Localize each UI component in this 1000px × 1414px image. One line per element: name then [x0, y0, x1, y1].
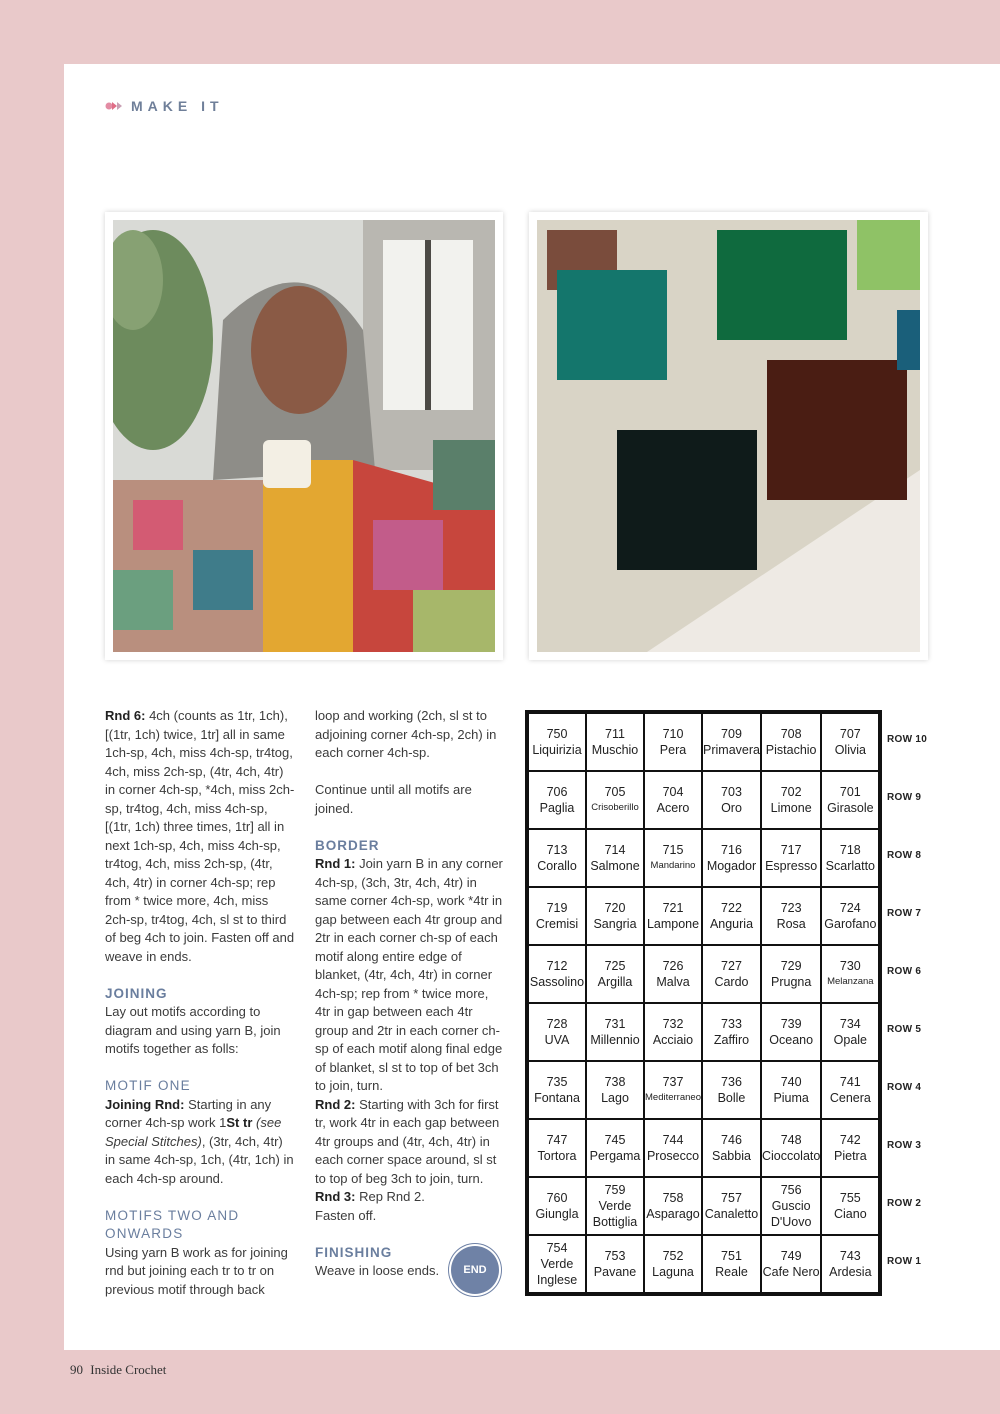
rnd6-text: 4ch (counts as 1tr, 1ch), [(1tr, 1ch) twice, 1tr] all in same 1ch-sp, 4ch, miss 4ch-sp, tr4tog, 4ch, miss 2ch-sp, (4tr, 4ch, 4tr) in corner 4ch-sp, *4ch, miss 2ch-sp, tr4tog, 4ch, miss 4ch-sp, [(1tr, 1ch) three times, 1tr] all in next 1ch-sp, 4ch, miss 4ch-sp, tr4tog, 4ch, miss 2ch-sp, (4tr, 4ch, 4tr) in corner 4ch-sp; rep from * twice more, 4ch, miss 2ch-sp, tr4tog, 4ch, sl st to third of beg 4ch to join. Fasten off and weave in ends. — [105, 708, 295, 964]
rnd6-paragraph — [105, 707, 295, 966]
grid-cell — [586, 1061, 644, 1119]
grid-cell — [644, 1061, 702, 1119]
cell-number: 740 — [780, 1075, 802, 1089]
cell-colour-name: Cafe Nero — [762, 1265, 820, 1279]
cell-number: 710 — [662, 727, 684, 741]
grid-cell — [644, 945, 702, 1003]
cell-colour-name: UVA — [544, 1033, 570, 1047]
rnd2-text: Starting with 3ch for first tr, work 4tr in each gap between 4tr groups and (4tr, 4ch, 4tr) in each corner space around, sl st to top of beg 3ch to join, turn. — [315, 1096, 500, 1186]
grid-cell — [528, 1061, 586, 1119]
cell-colour-name: Mogador — [706, 859, 757, 873]
cell-colour-name: Sassolino — [529, 975, 585, 989]
cell-colour-name: Muschio — [591, 743, 639, 757]
joining-text: Lay out motifs according to diagram and using yarn B, join motifs together as folls: — [105, 1004, 281, 1056]
grid-cell — [761, 713, 821, 771]
grid-cell — [528, 1003, 586, 1061]
cell-number: 707 — [839, 727, 861, 741]
cell-number: 756 — [780, 1183, 802, 1197]
grid-cell — [644, 771, 702, 829]
cell-number: 701 — [839, 785, 861, 799]
grid-cell — [702, 1061, 761, 1119]
cell-number: 750 — [546, 727, 568, 741]
grid-cell — [761, 829, 821, 887]
grid-cell — [644, 887, 702, 945]
grid-cell — [821, 1177, 879, 1235]
grid-cell — [644, 829, 702, 887]
joining-rnd-text-a: Starting in any corner 4ch-sp work 1 — [105, 1096, 272, 1130]
cell-number: 717 — [780, 843, 802, 857]
cell-colour-name: Bolle — [717, 1091, 746, 1105]
grid-cell — [586, 1235, 644, 1293]
finishing-text: Weave in loose ends. — [315, 1263, 440, 1278]
cell-number: 715 — [662, 843, 684, 857]
grid-cell — [821, 1061, 879, 1119]
cell-number: 726 — [662, 959, 684, 973]
cell-number: 719 — [546, 901, 568, 915]
row-label: ROW 9 — [887, 791, 922, 803]
cell-number: 723 — [780, 901, 802, 915]
joining-rnd-text-b: , (3tr, 4ch, 4tr) in same 4ch-sp, 1ch, (4tr, 1ch) in each 4ch-sp around. — [105, 1133, 294, 1186]
cell-number: 749 — [780, 1249, 802, 1263]
grid-cell — [821, 945, 879, 1003]
cell-colour-name: Pietra — [834, 1149, 867, 1163]
cell-colour-name: Corallo — [537, 859, 577, 873]
cell-number: 705 — [604, 785, 626, 799]
cell-number: 752 — [662, 1249, 684, 1263]
grid-cell — [644, 713, 702, 771]
cell-number: 725 — [604, 959, 626, 973]
cell-number: 737 — [662, 1075, 684, 1089]
row-label: ROW 7 — [887, 907, 922, 919]
cell-colour-name: Millennio — [590, 1033, 640, 1047]
cell-number: 755 — [839, 1191, 861, 1205]
cell-colour-name: Opale — [833, 1033, 868, 1047]
grid-cell — [702, 1235, 761, 1293]
grid-cell — [528, 771, 586, 829]
cell-number: 709 — [721, 727, 742, 741]
cell-number: 754 — [546, 1241, 568, 1255]
grid-cell — [702, 1003, 761, 1061]
cell-number: 746 — [721, 1133, 742, 1147]
cell-colour-name: Oro — [721, 801, 742, 815]
cell-number: 736 — [721, 1075, 742, 1089]
rnd6-label: Rnd 6: — [105, 708, 146, 723]
cell-colour-name: Pistachio — [765, 743, 817, 757]
motif-one-heading: MOTIF ONE — [105, 1078, 191, 1093]
rnd2-label: Rnd 2: — [315, 1096, 356, 1112]
cell-colour-name: Laguna — [652, 1265, 694, 1279]
cell-number: 759 — [604, 1183, 626, 1197]
grid-row — [528, 829, 879, 887]
cell-number: 716 — [721, 843, 742, 857]
border-heading: BORDER — [315, 837, 380, 853]
grid-cell — [821, 713, 879, 771]
cell-colour-name: Girasole — [827, 801, 874, 815]
cell-number: 743 — [839, 1249, 861, 1263]
grid-cell — [761, 1235, 821, 1293]
row-label: ROW 6 — [887, 965, 922, 977]
fasten-off-text: Fasten off. — [315, 1207, 377, 1223]
grid-cell — [644, 1003, 702, 1061]
grid-cell — [821, 771, 879, 829]
grid-cell — [702, 1177, 761, 1235]
cell-number: 704 — [662, 785, 684, 799]
grid-row — [528, 1061, 879, 1119]
cell-number: 714 — [604, 843, 626, 857]
cell-number: 721 — [662, 901, 684, 915]
grid-cell — [761, 1119, 821, 1177]
cell-colour-name: Sabbia — [712, 1149, 751, 1163]
row-label: ROW 10 — [887, 733, 928, 745]
grid-row — [528, 771, 879, 829]
grid-cell — [821, 1119, 879, 1177]
cell-colour-name: Limone — [770, 801, 812, 815]
row-label: ROW 5 — [887, 1023, 922, 1035]
grid-cell — [586, 1177, 644, 1235]
rnd2-paragraph — [315, 1096, 505, 1189]
grid-cell — [528, 1119, 586, 1177]
cell-number: 733 — [721, 1017, 742, 1031]
special-stitches-ref: (see Special Stitches) — [105, 1115, 282, 1149]
cell-number: 712 — [546, 959, 568, 973]
cell-colour-name: Asparago — [646, 1207, 700, 1221]
motifs-two-heading: MOTIFS TWO AND ONWARDS — [105, 1207, 240, 1241]
photo-woman-blanket — [105, 212, 503, 660]
rnd3-label: Rnd 3: — [315, 1189, 356, 1204]
cell-number: 753 — [604, 1249, 626, 1263]
cell-colour-name: Guscio D'Uovo — [770, 1199, 812, 1229]
blanket-photo-illustration — [537, 220, 920, 652]
cell-number: 734 — [839, 1017, 861, 1031]
grid-cell — [761, 771, 821, 829]
grid-cell — [586, 771, 644, 829]
cell-colour-name: Piuma — [773, 1091, 809, 1105]
cell-colour-name: Fontana — [534, 1091, 580, 1105]
rnd1-label: Rnd 1: — [315, 856, 356, 871]
cell-number: 747 — [546, 1133, 568, 1147]
grid-cell — [586, 887, 644, 945]
grid-cell — [761, 1061, 821, 1119]
cell-number: 706 — [546, 785, 568, 799]
cell-colour-name: Mediterraneo — [645, 1092, 701, 1103]
cell-colour-name: Cenera — [829, 1091, 871, 1105]
cell-number: 720 — [604, 901, 626, 915]
grid-cell — [702, 1119, 761, 1177]
cell-colour-name: Ciano — [834, 1207, 867, 1221]
cell-colour-name: Pavane — [593, 1265, 637, 1279]
cell-number: 727 — [721, 959, 742, 973]
section-header — [105, 98, 224, 114]
cell-number: 728 — [546, 1017, 568, 1031]
cell-number: 757 — [721, 1191, 742, 1205]
grid-cell — [821, 1235, 879, 1293]
cell-colour-name: Pergama — [589, 1149, 641, 1163]
cell-number: 732 — [662, 1017, 684, 1031]
cell-number: 758 — [662, 1191, 684, 1205]
grid-cell — [528, 887, 586, 945]
grid-cell — [644, 1235, 702, 1293]
grid-cell — [528, 1177, 586, 1235]
grid-row — [528, 945, 879, 1003]
grid-row — [528, 887, 879, 945]
cell-colour-name: Lago — [601, 1091, 629, 1105]
cell-number: 708 — [780, 727, 802, 741]
grid-cell — [528, 1235, 586, 1293]
cell-number: 741 — [839, 1075, 861, 1089]
cell-colour-name: Crisoberillo — [591, 802, 639, 813]
cell-colour-name: Primavera — [703, 743, 760, 757]
cell-colour-name: Prugna — [771, 975, 812, 989]
grid-cell — [702, 945, 761, 1003]
finishing-heading: FINISHING — [315, 1244, 393, 1260]
continued-text: loop and working (2ch, sl st to adjoining corner 4ch-sp, 2ch) in each corner 4ch-sp. — [315, 708, 497, 760]
joining-rnd-paragraph — [105, 1096, 295, 1189]
cell-colour-name: Rosa — [776, 917, 806, 931]
end-badge: END — [451, 1246, 499, 1294]
grid-cell — [702, 713, 761, 771]
cell-number: 742 — [839, 1133, 861, 1147]
cell-colour-name: Reale — [715, 1265, 748, 1279]
cell-number: 729 — [780, 959, 802, 973]
grid-cell — [528, 829, 586, 887]
grid-row — [528, 713, 879, 771]
cell-colour-name: Verde Inglese — [536, 1257, 578, 1287]
st-tr-term: St tr — [226, 1115, 253, 1130]
cell-colour-name: Oceano — [769, 1033, 814, 1047]
cell-colour-name: Lampone — [646, 917, 700, 931]
row-labels — [887, 710, 927, 1290]
cell-colour-name: Sangria — [593, 917, 637, 931]
rnd1-paragraph — [315, 855, 505, 1096]
grid-cell — [586, 829, 644, 887]
cell-colour-name: Acciaio — [652, 1033, 694, 1047]
cell-colour-name: Prosecco — [646, 1149, 700, 1163]
cell-colour-name: Malva — [656, 975, 690, 989]
page-number: 90 — [70, 1362, 83, 1377]
cell-colour-name: Anguria — [709, 917, 754, 931]
grid-cell — [528, 945, 586, 1003]
cell-number: 730 — [839, 959, 861, 973]
cell-number: 738 — [604, 1075, 626, 1089]
cell-colour-name: Ardesia — [829, 1265, 872, 1279]
page-footer — [70, 1362, 166, 1378]
cell-colour-name: Olivia — [834, 743, 866, 757]
grid-cell — [821, 1003, 879, 1061]
cell-number: 739 — [780, 1017, 802, 1031]
joining-rnd-label: Joining Rnd: — [105, 1096, 185, 1112]
cell-colour-name: Liquirizia — [532, 743, 582, 757]
row-label: ROW 1 — [887, 1255, 922, 1267]
cell-number: 722 — [721, 901, 742, 915]
grid-cell — [586, 1003, 644, 1061]
cell-colour-name: Salmone — [590, 859, 640, 873]
cell-colour-name: Paglia — [539, 801, 575, 815]
grid-cell — [702, 829, 761, 887]
colour-layout-grid — [525, 710, 882, 1296]
grid-cell — [761, 1003, 821, 1061]
cell-colour-name: Verde Bottiglia — [592, 1199, 638, 1229]
grid-cell — [761, 887, 821, 945]
cell-colour-name: Garofano — [824, 917, 877, 931]
magazine-name: Inside Crochet — [90, 1362, 167, 1377]
instructions-column-1 — [105, 707, 295, 1299]
page-sheet — [64, 64, 1000, 1350]
grid-cell — [821, 887, 879, 945]
grid-cell — [702, 887, 761, 945]
row-label: ROW 8 — [887, 849, 922, 861]
cell-number: 748 — [780, 1133, 802, 1147]
grid-cell — [702, 771, 761, 829]
cell-number: 724 — [839, 901, 861, 915]
cell-colour-name: Mandarino — [650, 860, 696, 871]
cell-colour-name: Cioccolato — [761, 1149, 821, 1163]
cell-colour-name: Zaffiro — [713, 1033, 750, 1047]
rnd3-text: Rep Rnd 2. — [359, 1189, 425, 1204]
cell-colour-name: Tortora — [537, 1149, 577, 1163]
grid-row — [528, 1119, 879, 1177]
grid-cell — [761, 1177, 821, 1235]
cell-number: 745 — [604, 1133, 626, 1147]
cell-colour-name: Acero — [656, 801, 690, 815]
joining-heading: JOINING — [105, 985, 168, 1001]
grid-cell — [761, 945, 821, 1003]
grid-row — [528, 1177, 879, 1235]
row-label: ROW 2 — [887, 1197, 922, 1209]
grid-cell — [586, 1119, 644, 1177]
grid-cell — [644, 1119, 702, 1177]
cell-colour-name: Pera — [659, 743, 687, 757]
grid-cell — [644, 1177, 702, 1235]
cell-colour-name: Cardo — [714, 975, 749, 989]
cell-number: 711 — [605, 727, 625, 741]
row-label: ROW 3 — [887, 1139, 922, 1151]
cell-number: 744 — [662, 1133, 684, 1147]
photo-blanket-closeup — [529, 212, 928, 660]
row-label: ROW 4 — [887, 1081, 922, 1093]
cell-number: 718 — [839, 843, 861, 857]
cell-number: 731 — [604, 1017, 626, 1031]
cell-colour-name: Canaletto — [704, 1207, 759, 1221]
grid-cell — [586, 945, 644, 1003]
cell-number: 702 — [780, 785, 802, 799]
grid-row — [528, 1003, 879, 1061]
cell-number: 751 — [721, 1249, 742, 1263]
cell-colour-name: Cremisi — [535, 917, 579, 931]
cell-number: 760 — [546, 1191, 568, 1205]
grid-cell — [528, 713, 586, 771]
rnd1-text: Join yarn B in any corner 4ch-sp, (3ch, 3tr, 4ch, 4tr) in same corner 4ch-sp, work *4tr in gap between each 4tr group and 2tr in each corner ch-sp of each motif along entire edge of blanket, (4tr, 4ch, 4tr) in corner 4ch-sp; rep from * twice more, 4tr in gap between each 4tr group and 2tr in each corner ch-sp of each motif along final edge of blanket, sl st to top of bet 3ch to join, turn. — [315, 856, 503, 1093]
rnd3-paragraph — [315, 1188, 505, 1207]
arrow-icon — [105, 101, 123, 111]
cell-colour-name: Argilla — [597, 975, 633, 989]
cell-number: 735 — [546, 1075, 568, 1089]
section-title: MAKE IT — [131, 98, 224, 114]
cell-colour-name: Espresso — [765, 859, 818, 873]
cell-number: 703 — [721, 785, 742, 799]
cell-colour-name: Melanzana — [827, 976, 874, 987]
cell-colour-name: Scarlatto — [825, 859, 876, 873]
grid-row — [528, 1235, 879, 1293]
continue-text: Continue until all motifs are joined. — [315, 782, 472, 816]
instructions-column-2 — [315, 707, 505, 1281]
woman-photo-illustration — [113, 220, 495, 652]
grid-cell — [586, 713, 644, 771]
cell-number: 713 — [546, 843, 568, 857]
grid-cell — [821, 829, 879, 887]
cell-colour-name: Giungla — [535, 1207, 579, 1221]
motifs-two-text: Using yarn B work as for joining rnd but joining each tr to tr on previous motif through back — [105, 1244, 288, 1297]
